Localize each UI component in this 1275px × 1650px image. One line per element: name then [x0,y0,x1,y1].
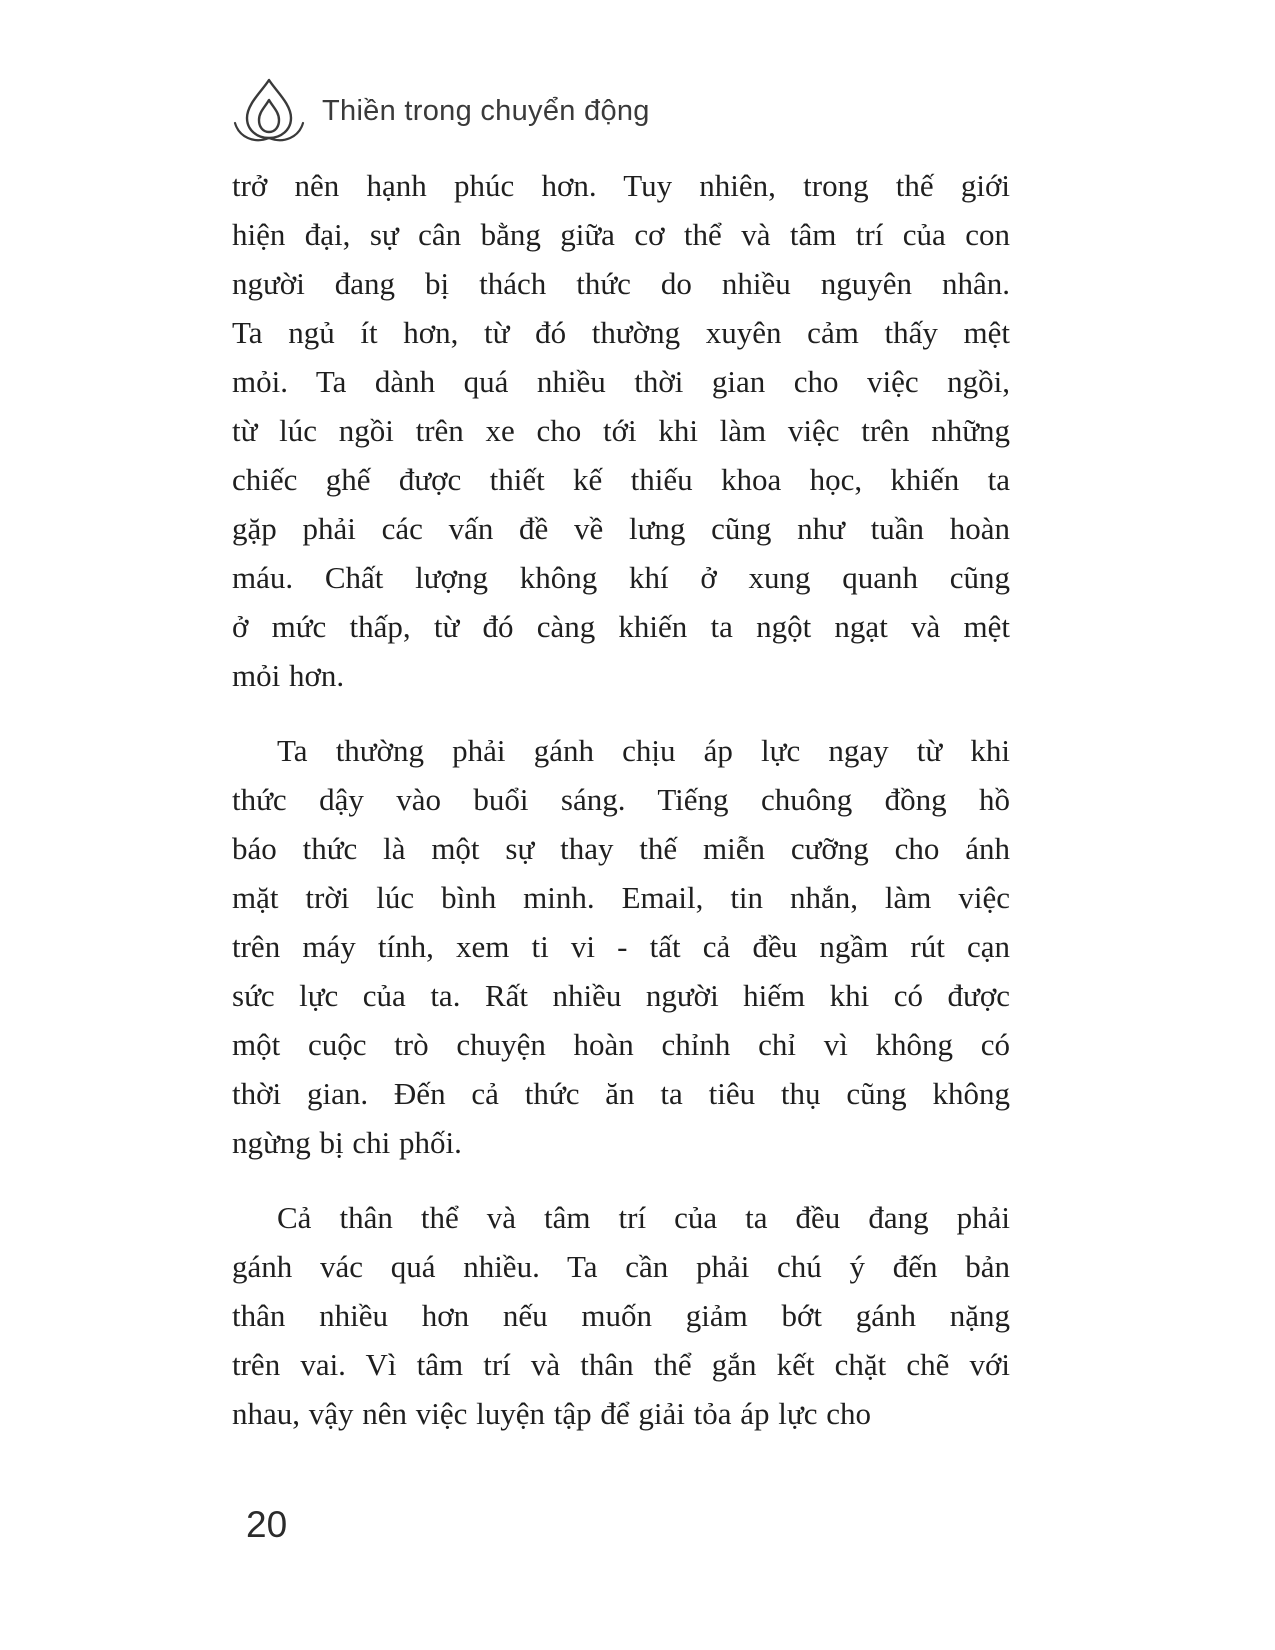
lotus-droplet-icon [230,77,308,145]
text-line: một cuộc trò chuyện hoàn chỉnh chỉ vì không có [232,1027,1010,1062]
text-line: nhau, vậy nên việc luyện tập để giải tỏa áp lực cho [232,1396,871,1431]
text-line: trên vai. Vì tâm trí và thân thể gắn kết chặt chẽ với [232,1347,1010,1382]
text-line: trở nên hạnh phúc hơn. Tuy nhiên, trong thế giới [232,168,1010,203]
text-line: người đang bị thách thức do nhiều nguyên nhân. [232,266,1010,301]
text-line: trên máy tính, xem ti vi - tất cả đều ngầm rút cạn [232,929,1010,964]
text-line: ngừng bị chi phối. [232,1125,462,1160]
page-number: 20 [246,1504,288,1545]
text-line: thức dậy vào buổi sáng. Tiếng chuông đồng hồ [232,782,1010,817]
text-line: máu. Chất lượng không khí ở xung quanh cũng [232,560,1010,595]
text-line: hiện đại, sự cân bằng giữa cơ thể và tâm trí của con [232,217,1010,252]
text-line: Ta thường phải gánh chịu áp lực ngay từ khi [277,733,1010,768]
text-line: Ta ngủ ít hơn, từ đó thường xuyên cảm thấy mệt [232,315,1010,350]
body-text [232,161,1010,1438]
text-line: thời gian. Đến cả thức ăn ta tiêu thụ cũng không [232,1076,1010,1111]
paragraph [232,726,1010,1167]
text-line: Cả thân thể và tâm trí của ta đều đang phải [277,1200,1010,1235]
text-line: ở mức thấp, từ đó càng khiến ta ngột ngạt và mệt [232,609,1010,644]
text-line: gánh vác quá nhiều. Ta cần phải chú ý đến bản [232,1249,1010,1284]
book-title: Thiền trong chuyển động [322,94,650,127]
text-line: mỏi. Ta dành quá nhiều thời gian cho việc ngồi, [232,364,1010,399]
text-line: mặt trời lúc bình minh. Email, tin nhắn, làm việc [232,880,1010,915]
running-header [230,74,650,148]
text-line: báo thức là một sự thay thế miễn cưỡng cho ánh [232,831,1010,866]
text-line: thân nhiều hơn nếu muốn giảm bớt gánh nặng [232,1298,1010,1333]
text-line: sức lực của ta. Rất nhiều người hiếm khi có được [232,978,1010,1013]
text-line: mỏi hơn. [232,658,345,693]
text-line: từ lúc ngồi trên xe cho tới khi làm việc trên những [232,413,1010,448]
text-line: chiếc ghế được thiết kế thiếu khoa học, khiến ta [232,462,1010,497]
paragraph [232,161,1010,700]
text-line: gặp phải các vấn đề về lưng cũng như tuần hoàn [232,511,1010,546]
paragraph [232,1193,1010,1438]
